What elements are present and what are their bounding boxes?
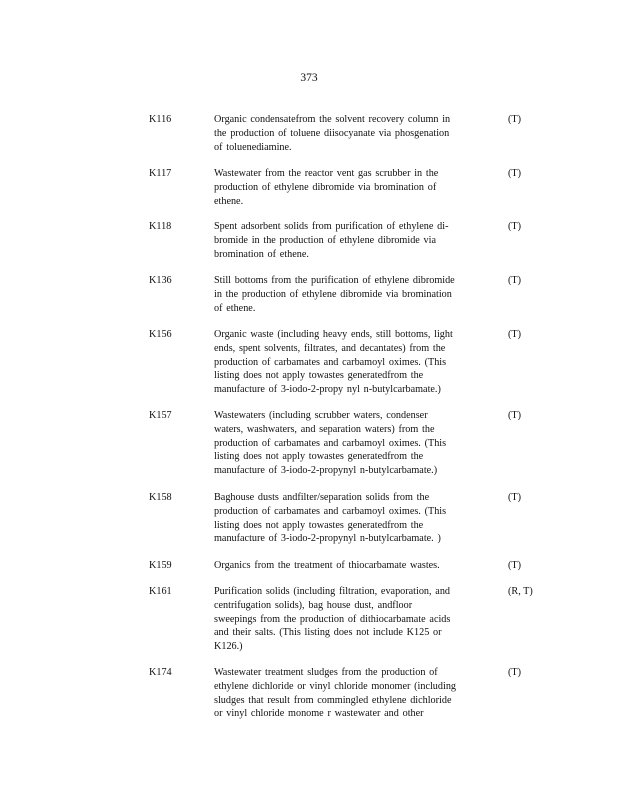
waste-code: K118 <box>149 221 172 232</box>
waste-code-table <box>149 113 549 726</box>
description-line: listing does not apply towastes generatedfrom the <box>214 370 424 382</box>
waste-description <box>214 328 486 397</box>
description-line: ends, spent solvents, filtrates, and decantates) from the <box>214 342 446 354</box>
description-line: production of carbamates and carbamoyl oximes. (This <box>214 505 447 517</box>
description-line: sludges that result from commingled ethylene dichloride <box>214 694 452 706</box>
waste-entry-k118 <box>149 220 549 274</box>
description-line: of ethene. <box>214 302 256 314</box>
waste-entry-k117 <box>149 167 549 220</box>
description-line: production of carbamates and carbamoyl oximes. (This <box>214 356 447 368</box>
waste-entry-k161 <box>149 585 549 666</box>
page-number: 373 <box>300 72 318 84</box>
description-line: Wastewater from the reactor vent gas scrubber in the <box>214 168 439 179</box>
description-line: bromination of ethene. <box>214 248 309 260</box>
waste-code: K156 <box>149 329 172 340</box>
description-line: of toluenediamine. <box>214 141 292 153</box>
waste-code: K161 <box>149 586 172 597</box>
waste-description <box>214 220 486 261</box>
description-line: Wastewater treatment sludges from the production of <box>214 667 438 678</box>
hazard-code: (T) <box>508 275 522 286</box>
hazard-code: (T) <box>508 168 522 179</box>
description-line: K126.) <box>214 641 243 653</box>
description-line: production of ethylene dibromide via bromination of <box>214 181 437 193</box>
waste-entry-k116 <box>149 113 549 167</box>
hazard-code: (T) <box>508 560 522 571</box>
description-line: production of carbamates and carbamoyl oximes. (This <box>214 437 447 449</box>
description-line: in the production of ethylene dibromide via bromination <box>214 288 452 300</box>
hazard-code: (T) <box>508 329 522 340</box>
description-line: Still bottoms from the purification of ethylene dibromide <box>214 275 455 286</box>
description-line: manufacture of 3-iodo-2-propy nyl n-butylcarbamate.) <box>214 384 441 396</box>
waste-description <box>214 409 486 478</box>
waste-code: K174 <box>149 667 172 678</box>
waste-entry-k136 <box>149 274 549 328</box>
description-line: Organic condensatefrom the solvent recovery column in <box>214 114 451 125</box>
waste-entry-k158 <box>149 491 549 559</box>
waste-description <box>214 559 486 573</box>
waste-code: K158 <box>149 492 172 503</box>
hazard-code: (T) <box>508 221 522 232</box>
description-line: or vinyl chloride monome r wastewater and other <box>214 708 424 720</box>
waste-entry-k157 <box>149 409 549 491</box>
waste-code: K159 <box>149 560 172 571</box>
description-line: listing does not apply towastes generatedfrom the <box>214 451 424 463</box>
waste-description <box>214 491 486 546</box>
waste-entry-k159 <box>149 559 549 585</box>
description-line: ethene. <box>214 195 244 207</box>
description-line: Organic waste (including heavy ends, still bottoms, light <box>214 329 453 340</box>
waste-code: K116 <box>149 114 172 125</box>
description-line: centrifugation solids), bag house dust, andfloor <box>214 599 413 611</box>
waste-code: K157 <box>149 410 172 421</box>
hazard-code: (R, T) <box>508 586 533 597</box>
description-line: Purification solids (including filtration, evaporation, and <box>214 586 451 597</box>
hazard-code: (T) <box>508 492 522 503</box>
description-line: listing does not apply towastes generatedfrom the <box>214 519 424 531</box>
waste-entry-k156 <box>149 328 549 409</box>
description-line: Baghouse dusts andfilter/separation solids from the <box>214 492 430 503</box>
description-line: manufacture of 3-iodo-2-propynyl n-butylcarbamate. ) <box>214 533 441 545</box>
waste-description <box>214 585 486 654</box>
description-line: and their salts. (This listing does not include K125 or <box>214 627 442 639</box>
hazard-code: (T) <box>508 667 522 678</box>
waste-code: K117 <box>149 168 172 179</box>
waste-description <box>214 167 486 208</box>
description-line: ethylene dichloride or vinyl chloride monomer (including <box>214 680 457 692</box>
description-line: sweepings from the production of dithiocarbamate acids <box>214 613 451 625</box>
description-line: the production of toluene diisocyanate via phosgenation <box>214 127 450 139</box>
hazard-code: (T) <box>508 114 522 125</box>
hazard-code: (T) <box>508 410 522 421</box>
waste-description <box>214 274 486 315</box>
waste-code: K136 <box>149 275 172 286</box>
description-line: waters, washwaters, and separation waters) from the <box>214 423 435 435</box>
description-line: manufacture of 3-iodo-2-propynyl n-butylcarbamate.) <box>214 465 438 477</box>
waste-description <box>214 113 486 154</box>
description-line: Organics from the treatment of thiocarbamate wastes. <box>214 560 440 571</box>
waste-description <box>214 666 486 721</box>
description-line: Spent adsorbent solids from purification of ethylene di- <box>214 221 449 232</box>
description-line: bromide in the production of ethylene dibromide via <box>214 234 436 246</box>
description-line: Wastewaters (including scrubber waters, condenser <box>214 410 428 421</box>
waste-entry-k174 <box>149 666 549 726</box>
